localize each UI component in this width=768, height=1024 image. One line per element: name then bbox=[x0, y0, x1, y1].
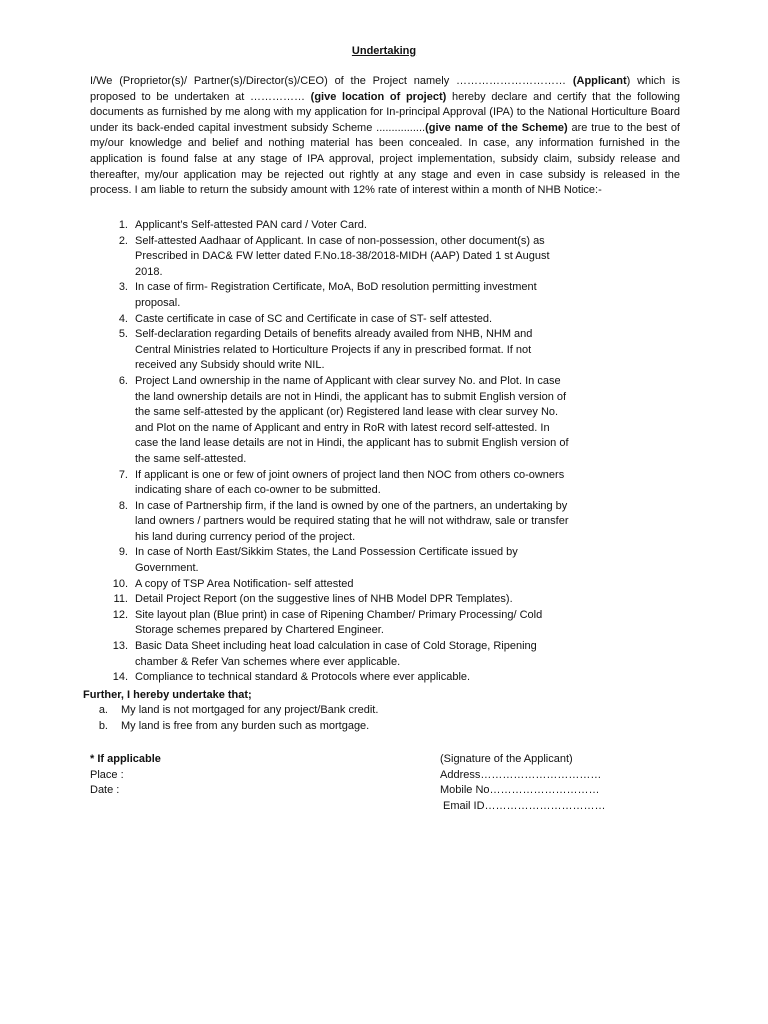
list-item-text: Self-declaration regarding Details of benefits already availed from NHB, NHM and Central Ministries related to Horticulture Projects if any in prescribed format. If not received any Subsidy should write NIL. bbox=[135, 328, 533, 372]
list-item-text: Basic Data Sheet including heat load calculation in case of Cold Storage, Ripening chamber & Refer Van schemes where ever applicable. bbox=[135, 640, 537, 668]
list-item-text: Applicant’s Self-attested PAN card / Voter Card. bbox=[135, 219, 367, 231]
list-item-number: 5. bbox=[118, 328, 128, 341]
sublist-item-letter: b. bbox=[98, 719, 108, 732]
list-item-number: 8. bbox=[118, 499, 128, 512]
list-item-number: 11. bbox=[113, 593, 128, 606]
list-item-number: 7. bbox=[118, 468, 128, 481]
list-item bbox=[90, 577, 570, 593]
list-item-number: 10. bbox=[112, 577, 128, 590]
list-item-number: 1. bbox=[118, 219, 128, 231]
mobile-label: Mobile No………………………… bbox=[440, 784, 600, 797]
list-item-number: 12. bbox=[112, 608, 128, 621]
list-item-text: Detail Project Report (on the suggestive lines of NHB Model DPR Templates). bbox=[135, 593, 513, 606]
intro-segment: hereby declare and certify that the following documents as furnished by me along with my application for In-principal Approval (IPA) to the National Horticulture Board under its back-ended capital investment subsidy Scheme ................ bbox=[90, 90, 680, 134]
list-item-number: 3. bbox=[118, 281, 128, 294]
sublist-item bbox=[90, 719, 570, 735]
list-item bbox=[90, 639, 570, 670]
list-item-text: Self-attested Aadhaar of Applicant. In case of non-possession, other document(s) as Prescribed in DAC& FW letter dated F.No.18-38/2018-MIDH (AAP) Dated 1 st August 2018. bbox=[135, 234, 550, 278]
list-item bbox=[90, 499, 570, 546]
list-item-text: Project Land ownership in the name of Applicant with clear survey No. and Plot. In case the land ownership details are not in Hindi, the applicant has to submit English version of the same self-attested by the applicant (or) Registered land lease with clear survey No. and Plot on the name of Applicant and entry in RoR with latest record self-attested. In case the land lease details are not in Hindi, the applicant has to submit English version of the same self-attested. bbox=[135, 374, 569, 465]
list-item-text: In case of firm- Registration Certificate, MoA, BoD resolution permitting investment proposal. bbox=[135, 281, 537, 309]
list-item-number: 6. bbox=[118, 374, 128, 387]
list-item bbox=[90, 592, 570, 608]
intro-segment-scheme: (give name of the Scheme) bbox=[425, 121, 568, 134]
footer-left bbox=[90, 752, 161, 799]
list-item-number: 14. bbox=[112, 671, 128, 684]
intro-segment: are true to the best of my/our knowledge and belief and nothing material has been concealed. In case, any information furnished in the application is found false at any stage of IPA approval, project implementation, subsidy claim, subsidy release and thereafter, my/our application may be rejected out rightly at any stage and even in case subsidy is released in the process. I am liable to return the subsidy amount with 12% rate of interest within a month of NHB Notice:- bbox=[90, 121, 680, 197]
address-label: Address…………………………… bbox=[440, 768, 602, 781]
intro-segment: ) which is proposed to be undertaken at …………… bbox=[90, 75, 680, 103]
list-item-text: If applicant is one or few of joint owners of project land then NOC from others co-owners indicating share of each co-owner to be submitted. bbox=[135, 468, 565, 497]
list-item bbox=[90, 312, 570, 328]
list-item-text: Caste certificate in case of SC and Certificate in case of ST- self attested. bbox=[135, 312, 493, 325]
list-item bbox=[90, 218, 570, 234]
further-heading: Further, I hereby undertake that; bbox=[83, 689, 252, 701]
signature-label: (Signature of the Applicant) bbox=[440, 753, 573, 765]
document-list bbox=[90, 218, 570, 686]
list-item-number: 4. bbox=[118, 312, 128, 325]
list-item bbox=[90, 608, 570, 639]
list-item bbox=[90, 280, 570, 311]
list-item-text: In case of North East/Sikkim States, the Land Possession Certificate issued by Government. bbox=[135, 546, 518, 575]
list-item bbox=[90, 468, 570, 499]
date-label: Date : bbox=[90, 784, 120, 797]
if-applicable-note: * If applicable bbox=[90, 753, 161, 765]
list-item-text: In case of Partnership firm, if the land is owned by one of the partners, an undertaking by land owners / partners would be required stating that he will not withdraw, sale or transfer his land during currency period of the project. bbox=[135, 499, 569, 543]
email-label: Email ID…………………………… bbox=[443, 799, 606, 812]
intro-paragraph bbox=[90, 74, 680, 199]
sublist-item-letter: a. bbox=[98, 704, 108, 716]
intro-segment-location: (give location of project) bbox=[310, 90, 447, 103]
sublist-item-text: My land is not mortgaged for any project/Bank credit. bbox=[121, 704, 379, 716]
list-item bbox=[90, 545, 570, 576]
list-item-text: Site layout plan (Blue print) in case of Ripening Chamber/ Primary Processing/ Cold Storage schemes prepared by Chartered Engineer. bbox=[135, 608, 543, 637]
list-item-number: 9. bbox=[118, 546, 128, 559]
list-item-number: 13. bbox=[112, 640, 128, 653]
sublist-item bbox=[90, 703, 570, 719]
list-item-text: A copy of TSP Area Notification- self attested bbox=[135, 577, 354, 590]
footer-right bbox=[440, 752, 606, 814]
list-item-number: 2. bbox=[118, 234, 128, 247]
intro-segment: I/We (Proprietor(s)/ Partner(s)/Director(s)/CEO) of the Project namely ………………………… bbox=[90, 75, 573, 87]
list-item bbox=[90, 670, 570, 686]
list-item-text: Compliance to technical standard & Protocols where ever applicable. bbox=[135, 671, 471, 684]
place-label: Place : bbox=[90, 768, 124, 781]
document-title: Undertaking bbox=[351, 45, 417, 57]
list-item bbox=[90, 234, 570, 281]
intro-segment-applicant: (Applicant bbox=[572, 75, 627, 87]
list-item bbox=[90, 327, 570, 374]
list-item bbox=[90, 374, 570, 468]
sublist-item-text: My land is free from any burden such as mortgage. bbox=[121, 719, 370, 732]
undertaking-sublist bbox=[90, 703, 570, 734]
